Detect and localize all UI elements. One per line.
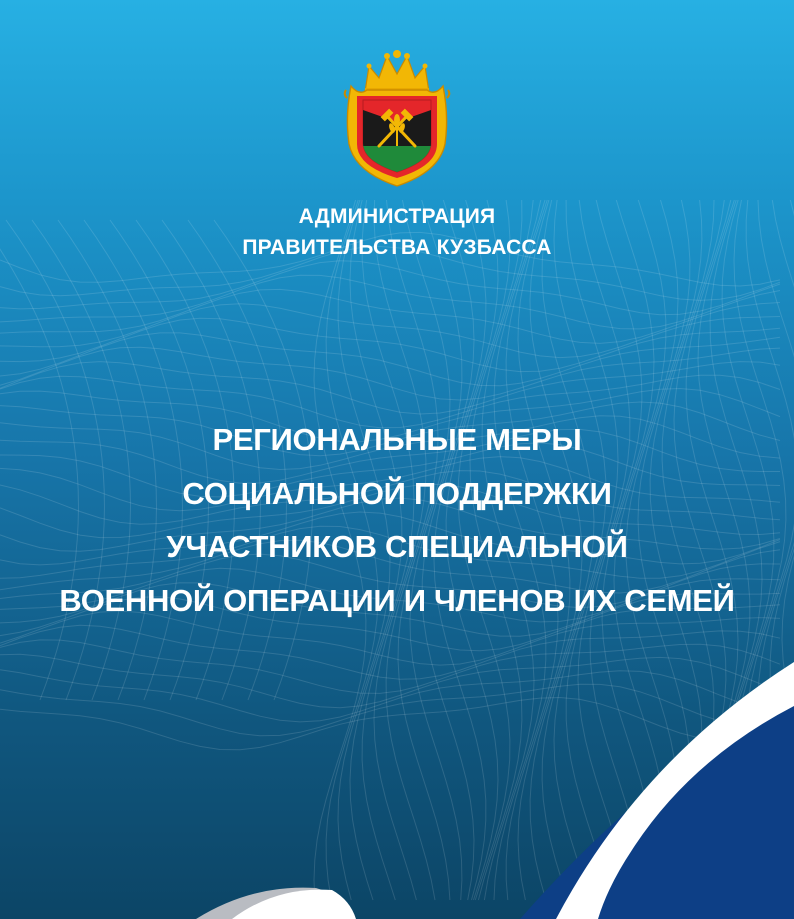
title-line-3: УЧАСТНИКОВ СПЕЦИАЛЬНОЙ bbox=[166, 529, 628, 564]
title-line-1: РЕГИОНАЛЬНЫЕ МЕРЫ bbox=[212, 422, 582, 457]
title-line-4: ВОЕННОЙ ОПЕРАЦИИ И ЧЛЕНОВ ИХ СЕМЕЙ bbox=[59, 582, 735, 618]
organization-line-2: ПРАВИТЕЛЬСТВА КУЗБАССА bbox=[242, 236, 552, 259]
title-line-2: СОЦИАЛЬНОЙ ПОДДЕРЖКИ bbox=[182, 475, 612, 511]
organization-line-1: АДМИНИСТРАЦИЯ bbox=[298, 205, 496, 228]
